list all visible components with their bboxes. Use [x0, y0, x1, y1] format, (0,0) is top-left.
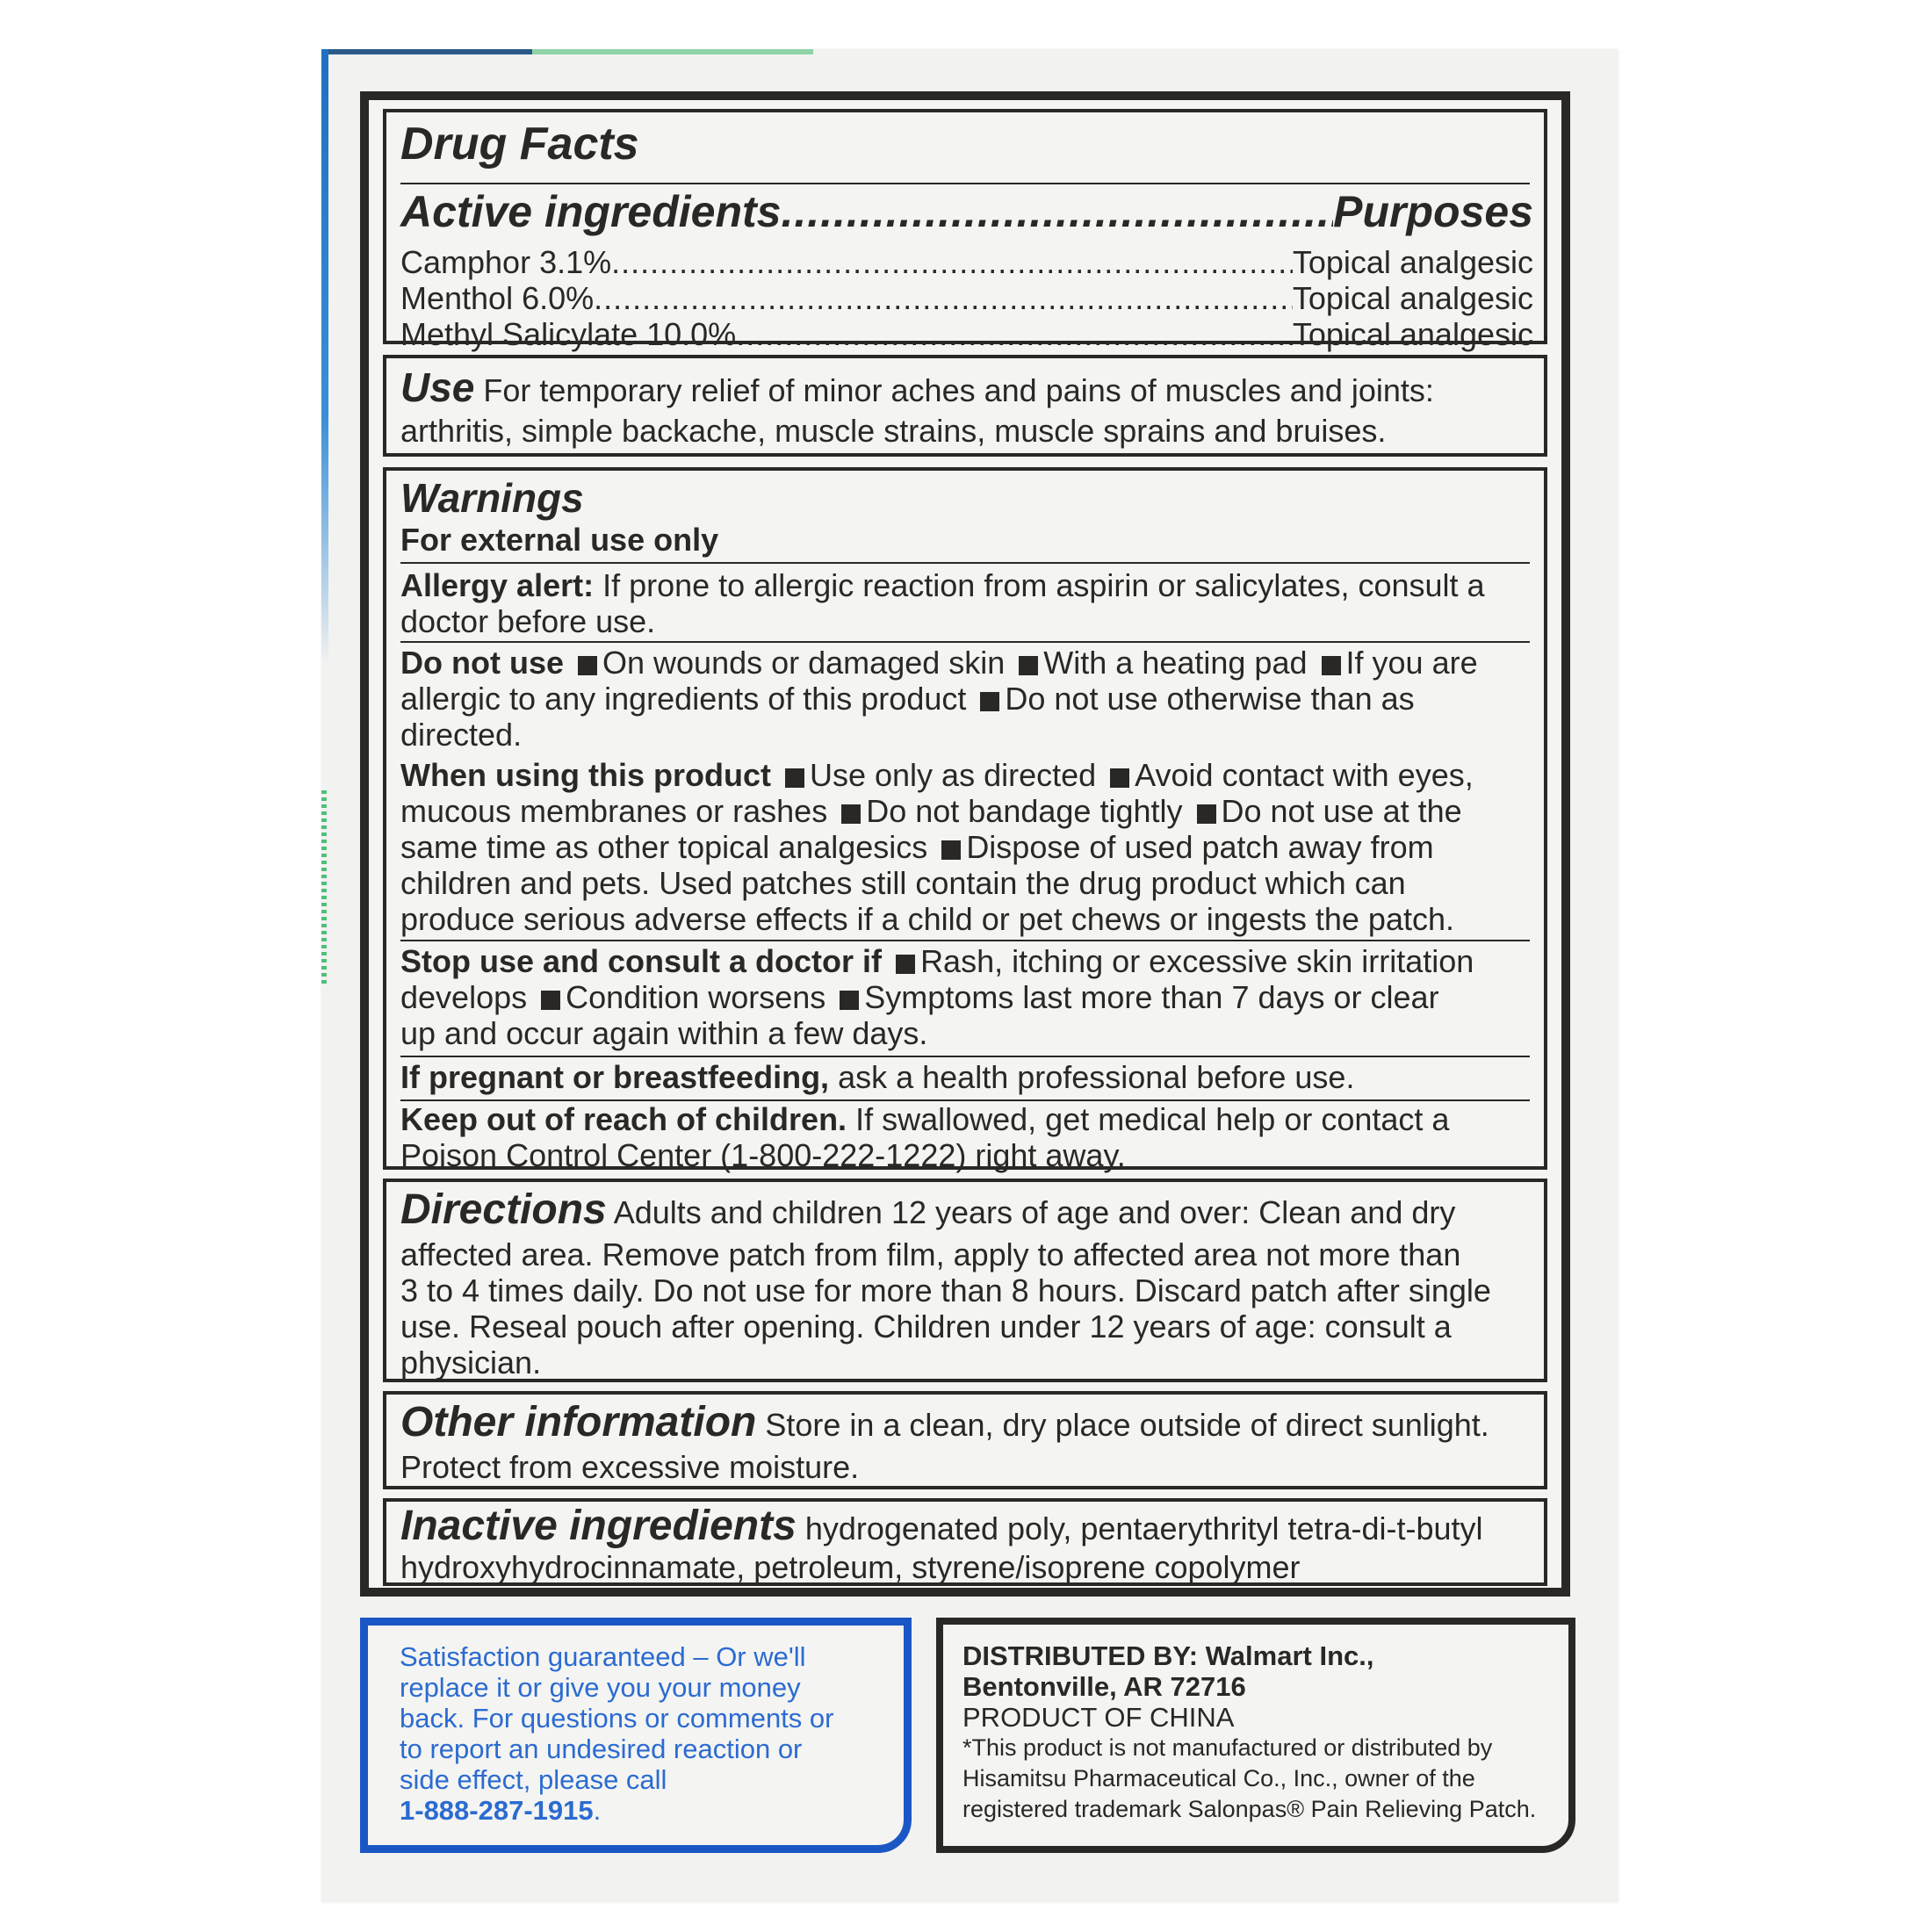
ingredient-purpose: Topical analgesic	[1292, 316, 1533, 352]
other-information-section	[383, 1391, 1547, 1489]
bullet-square	[1197, 804, 1216, 824]
warnings-section	[383, 467, 1547, 1173]
bullet-square	[1110, 768, 1129, 788]
inactive-line-1	[400, 1502, 1483, 1550]
other-information-text: Store in a clean, dry place outside of direct sunlight.	[765, 1407, 1489, 1443]
pregnant-text: ask a health professional before use.	[838, 1059, 1355, 1095]
when-using-label: When using this product	[400, 757, 771, 793]
use-section	[383, 355, 1547, 457]
ingredient-row	[400, 280, 1533, 317]
allergy-line-1	[400, 567, 1485, 604]
stop-use-label: Stop use and consult a doctor if	[400, 943, 883, 979]
package-top-edge	[321, 49, 813, 54]
other-info-line-1	[400, 1398, 1489, 1446]
disclaimer-text: Hisamitsu Pharmaceutical Co., Inc., owner of the	[962, 1765, 1475, 1791]
do-not-use-text: directed.	[400, 717, 523, 753]
directions-text: 3 to 4 times daily. Do not use for more than 8 hours. Discard patch after single	[400, 1272, 1491, 1308]
allergy-label: Allergy alert:	[400, 567, 595, 603]
stop-use-text: develops	[400, 979, 528, 1015]
stop-use-text: Condition worsens	[566, 979, 826, 1015]
leader-dots	[594, 280, 1293, 317]
bullet-square	[840, 991, 859, 1010]
divider	[400, 641, 1530, 643]
do-not-use-line-1	[400, 645, 1478, 681]
satisfaction-guarantee-box	[360, 1618, 912, 1853]
bullet-square	[896, 955, 915, 974]
keep-out-line-1	[400, 1101, 1449, 1138]
when-using-text: mucous membranes or rashes	[400, 793, 828, 829]
divider	[400, 562, 1530, 564]
stop-use-text: up and occur again within a few days.	[400, 1015, 928, 1051]
stop-use-line-2	[400, 979, 1439, 1016]
distributor-name: DISTRIBUTED BY: Walmart Inc.,	[962, 1640, 1374, 1671]
other-information-text: Protect from excessive moisture.	[400, 1449, 860, 1485]
allergy-text: doctor before use.	[400, 603, 656, 639]
stop-use-text: Symptoms last more than 7 days or clear	[864, 979, 1439, 1015]
leader-dots	[781, 186, 1333, 237]
directions-line-1	[400, 1186, 1455, 1234]
do-not-use-line-2	[400, 681, 1415, 717]
bullet-square	[541, 991, 560, 1010]
bullet-square	[841, 804, 861, 824]
do-not-use-text: Do not use otherwise than as	[1005, 681, 1415, 717]
ingredient-name: Methyl Salicylate 10.0%	[400, 316, 737, 352]
directions-text: physician.	[400, 1344, 542, 1381]
divider	[400, 183, 1530, 184]
distributor-box	[936, 1618, 1575, 1853]
country-of-origin: PRODUCT OF CHINA	[962, 1702, 1235, 1733]
stop-use-text: Rash, itching or excessive skin irritation	[920, 943, 1474, 979]
divider	[400, 1056, 1530, 1057]
satisfaction-text: side effect, please call	[400, 1764, 667, 1795]
when-using-text: Dispose of used patch away from	[966, 829, 1434, 865]
inactive-ingredients-text: hydrogenated poly, pentaerythrityl tetra-di-t-butyl	[804, 1510, 1483, 1546]
pregnant-line	[400, 1059, 1354, 1096]
allergy-text: If prone to allergic reaction from aspirin or salicylates, consult a	[602, 567, 1485, 603]
warnings-heading: Warnings	[400, 475, 584, 521]
leader-dots	[736, 316, 1293, 353]
when-using-text: same time as other topical analgesics	[400, 829, 928, 865]
active-ingredients-section	[383, 109, 1547, 352]
stop-use-line-1	[400, 943, 1474, 980]
keep-out-text: Poison Control Center (1-800-222-1222) right away.	[400, 1137, 1126, 1173]
package-side-edge-blue	[321, 49, 328, 664]
when-using-text: Do not use at the	[1221, 793, 1462, 829]
customer-service-phone: 1-888-287-1915	[400, 1795, 594, 1826]
leader-dots	[611, 244, 1293, 281]
inactive-ingredients-text: hydroxyhydrocinnamate, petroleum, styrene/isoprene copolymer	[400, 1549, 1301, 1585]
bullet-square	[578, 656, 597, 675]
inactive-ingredients-section	[383, 1498, 1547, 1586]
purposes-label: Purposes	[1333, 187, 1533, 236]
satisfaction-text: Satisfaction guaranteed – Or we'll	[400, 1641, 806, 1672]
when-using-line-3	[400, 829, 1434, 866]
bullet-square	[785, 768, 804, 788]
ingredient-purpose: Topical analgesic	[1292, 244, 1533, 280]
satisfaction-text: replace it or give you your money	[400, 1672, 801, 1703]
disclaimer-text: registered trademark Salonpas® Pain Relieving Patch.	[962, 1796, 1537, 1822]
satisfaction-text: to report an undesired reaction or	[400, 1734, 803, 1764]
directions-section	[383, 1179, 1547, 1382]
active-ingredients-label: Active ingredients	[400, 187, 782, 236]
when-using-text: Use only as directed	[809, 757, 1097, 793]
drug-facts-title: Drug Facts	[400, 119, 639, 169]
directions-text: Adults and children 12 years of age and over: Clean and dry	[613, 1194, 1456, 1230]
do-not-use-label: Do not use	[400, 645, 564, 681]
active-ingredients-header	[400, 186, 1533, 237]
other-information-heading: Other information	[400, 1399, 757, 1445]
divider	[400, 940, 1530, 941]
directions-heading: Directions	[400, 1186, 607, 1233]
ingredient-row	[400, 244, 1533, 281]
do-not-use-text: On wounds or damaged skin	[602, 645, 1006, 681]
use-text: For temporary relief of minor aches and pains of muscles and joints:	[483, 372, 1434, 408]
when-using-text: produce serious adverse effects if a child or pet chews or ingests the patch.	[400, 901, 1454, 937]
do-not-use-text: If you are	[1345, 645, 1478, 681]
keep-out-label: Keep out of reach of children.	[400, 1101, 847, 1137]
when-using-text: children and pets. Used patches still contain the drug product which can	[400, 865, 1406, 901]
when-using-line-1	[400, 757, 1474, 794]
directions-text: affected area. Remove patch from film, apply to affected area not more than	[400, 1236, 1461, 1272]
when-using-text: Avoid contact with eyes,	[1135, 757, 1474, 793]
use-heading: Use	[400, 364, 475, 410]
do-not-use-text: With a heating pad	[1043, 645, 1308, 681]
bullet-square	[980, 692, 999, 711]
ingredient-purpose: Topical analgesic	[1292, 280, 1533, 316]
when-using-line-2	[400, 793, 1462, 830]
package-side-edge-green	[321, 790, 327, 984]
bullet-square	[941, 840, 961, 860]
inactive-ingredients-heading: Inactive ingredients	[400, 1503, 797, 1549]
keep-out-text: If swallowed, get medical help or contact a	[855, 1101, 1450, 1137]
distributor-address: Bentonville, AR 72716	[962, 1671, 1246, 1702]
satisfaction-text: .	[593, 1795, 602, 1826]
disclaimer-text: *This product is not manufactured or distributed by	[962, 1734, 1493, 1761]
ingredient-name: Camphor 3.1%	[400, 244, 612, 280]
do-not-use-text: allergic to any ingredients of this product	[400, 681, 967, 717]
drug-facts-panel	[360, 91, 1570, 1597]
ingredient-name: Menthol 6.0%	[400, 280, 595, 316]
bullet-square	[1322, 656, 1341, 675]
bullet-square	[1019, 656, 1038, 675]
when-using-text: Do not bandage tightly	[866, 793, 1183, 829]
satisfaction-phone-line	[400, 1795, 601, 1827]
use-line-1	[400, 364, 1434, 411]
directions-text: use. Reseal pouch after opening. Children under 12 years of age: consult a	[400, 1308, 1452, 1344]
use-text: arthritis, simple backache, muscle strains, muscle sprains and bruises.	[400, 413, 1387, 449]
ingredient-row	[400, 316, 1533, 353]
external-use-text: For external use only	[400, 522, 719, 558]
pregnant-label: If pregnant or breastfeeding,	[400, 1059, 830, 1095]
satisfaction-text: back. For questions or comments or	[400, 1703, 834, 1734]
